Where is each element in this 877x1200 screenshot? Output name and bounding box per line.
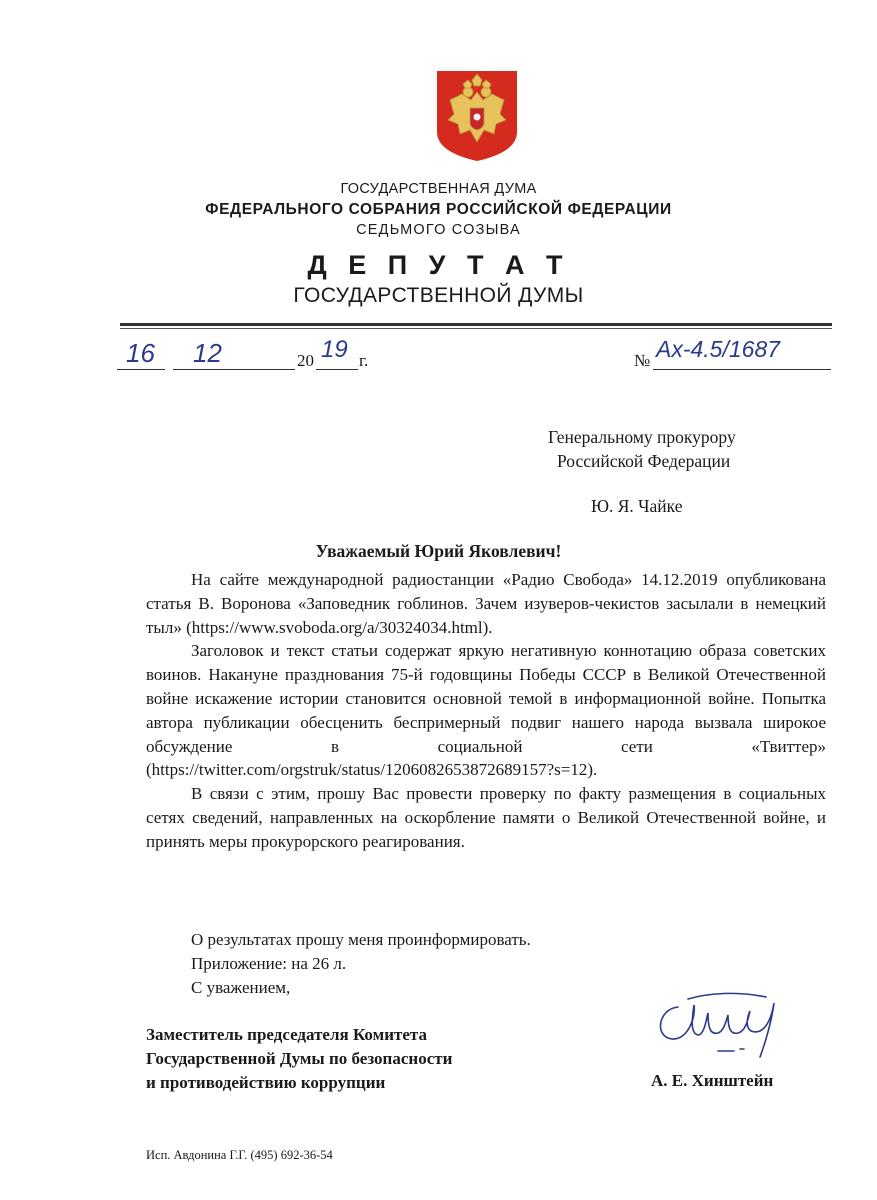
date-month: 12 [193, 338, 222, 368]
header-rule-thick [120, 323, 832, 326]
closing-attachment: Приложение: на 26 л. [191, 954, 347, 973]
body-paragraph-2: Заголовок и текст статьи содержат яркую негативную коннотацию образа советских воинов. Накануне празднования 75-й годовщины Победы СССР в Великой Отечественной войне искажение истории становится основной темой в информационной войне. Попытка автора публикации обесценить беспримерный подвиг нашего народа вызвала широкое обсуждение в социальной сети «Твиттер» (https://twitter.com/orgstruk/status/1206082653872689157?s=12). [146, 641, 826, 780]
closing-request: О результатах прошу меня проинформировать. [191, 930, 531, 949]
header-rule-thin [120, 328, 832, 329]
date-day-underline [117, 369, 165, 370]
date-day: 16 [126, 338, 155, 368]
body-paragraph-1: На сайте международной радиостанции «Радио Свобода» 14.12.2019 опубликована статья В. Воронова «Заповедник гоблинов. Зачем изуверов-чекистов засылали в немецкий тыл» (https://www.svoboda.org/a/30324034.html). [146, 570, 826, 637]
signatory-position-line3: и противодействию коррупции [146, 1073, 386, 1092]
date-month-underline [173, 369, 295, 370]
signatory-name: А. Е. Хинштейн [651, 1071, 774, 1090]
signatory-position-line1: Заместитель председателя Комитета [146, 1025, 427, 1044]
date-year-suffix: 19 [321, 336, 348, 363]
deputy-subtitle: ГОСУДАРСТВЕННОЙ ДУМЫ [293, 284, 584, 307]
duma-header-line2: ФЕДЕРАЛЬНОГО СОБРАНИЯ РОССИЙСКОЙ ФЕДЕРАЦИИ [205, 201, 672, 218]
addressee-name: Ю. Я. Чайке [591, 496, 683, 516]
duma-header-line1: ГОСУДАРСТВЕННАЯ ДУМА [340, 181, 537, 197]
date-year-end: г. [359, 351, 369, 370]
russian-coat-of-arms-icon [436, 70, 518, 162]
addressee-line2: Российской Федерации [557, 451, 731, 471]
reg-number: Ах-4.5/1687 [656, 336, 781, 362]
duma-header-line3: СЕДЬМОГО СОЗЫВА [356, 222, 521, 238]
executor-contact: Исп. Авдонина Г.Г. (495) 692-36-54 [146, 1148, 333, 1162]
handwritten-signature [648, 985, 798, 1065]
signatory-position-line2: Государственной Думы по безопасности [146, 1049, 453, 1068]
body-paragraph-3: В связи с этим, прошу Вас провести проверку по факту размещения в социальных сетях сведений, направленных на оскорбление памяти о Великой Отечественной войне, и принять меры прокурорского реагирования. [146, 784, 826, 851]
deputy-title: Д Е П У Т А Т [307, 250, 570, 280]
letter-body [146, 568, 826, 854]
date-year-prefix: 20 [297, 351, 314, 370]
reg-number-underline [653, 369, 831, 370]
date-year-underline [316, 369, 358, 370]
reg-number-label: № [634, 351, 651, 370]
closing-regards: С уважением, [191, 978, 291, 997]
addressee-line1: Генеральному прокурору [548, 427, 736, 447]
date-line [0, 338, 877, 378]
salutation: Уважаемый Юрий Яковлевич! [315, 541, 562, 561]
signatory-position [146, 1023, 452, 1095]
